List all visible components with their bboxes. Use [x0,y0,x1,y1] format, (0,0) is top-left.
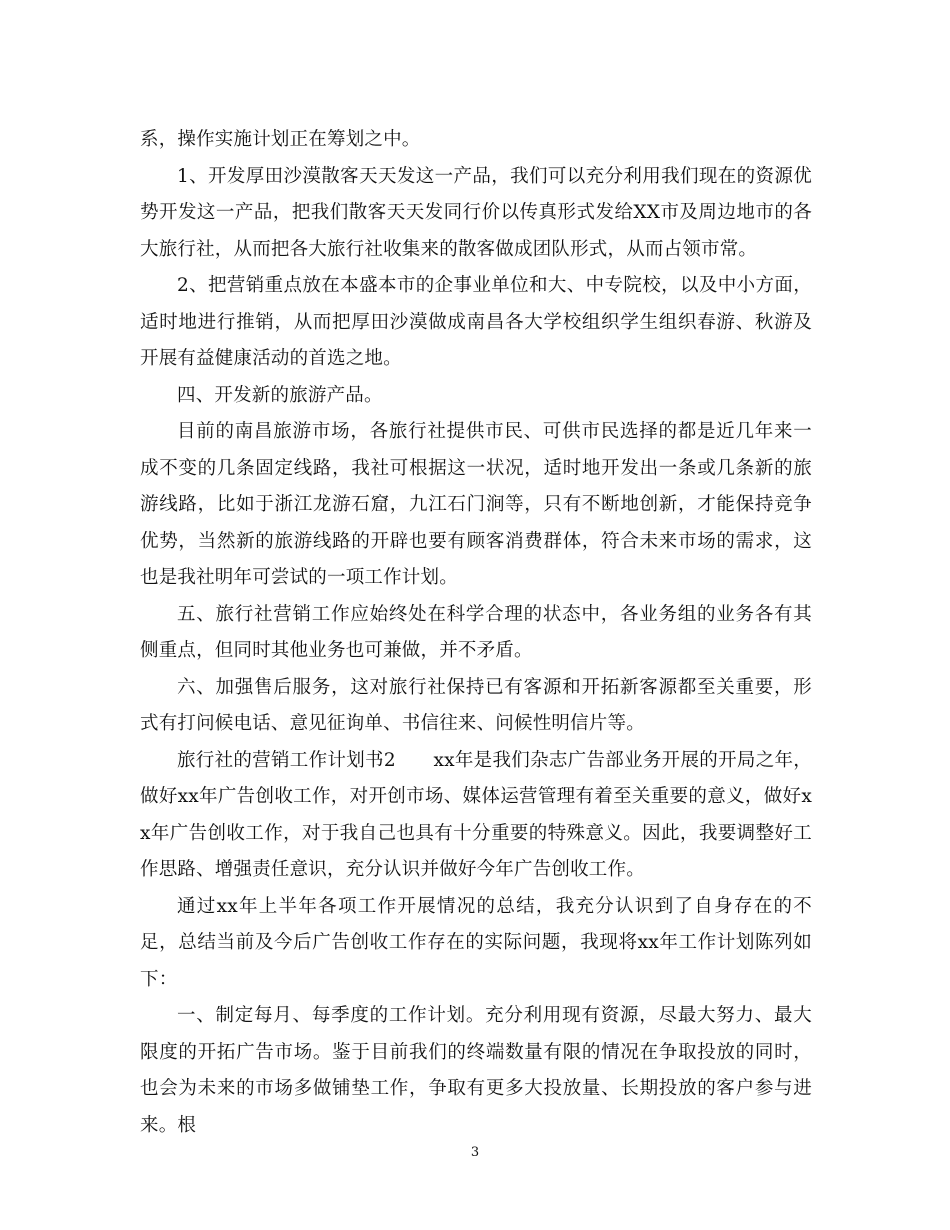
document-body [140,122,812,1144]
paragraph-new-routes: 目前的南昌旅游市场，各旅行社提供市民、可供市民选择的都是近几年来一成不变的几条固定线路，我社可根据这一状况，适时地开发出一条或几条新的旅游线路，比如于浙江龙游石窟，九江石门涧等，只有不断地创新，才能保持竞争优势，当然新的旅游线路的开辟也要有顾客消费群体，符合未来市场的需求，这也是我社明年可尝试的一项工作计划。 [140,421,812,588]
plan-2-intro: 旅行社的营销工作计划书2 xx年是我们杂志广告部业务开展的开局之年，做好xx年广告创收工作，对开创市场、媒体运营管理有着至关重要的意义，做好xx年广告创收工作，对于我自己也具有十分重要的特殊意义。因此，我要调整好工作思路、增强责任意识，充分认识并做好今年广告创收工作。 [140,749,812,880]
section-1-plan: 一、制定每月、每季度的工作计划。充分利用现有资源，尽最大努力、最大限度的开拓广告市场。鉴于目前我们的终端数量有限的情况在争取投放的同时，也会为未来的市场多做铺垫工作，争取有更多大投放量、长期投放的客户参与进来。根 [140,1005,812,1136]
page-number: 3 [470,1145,480,1160]
paragraph-continuation: 系，操作实施计划正在筹划之中。 [140,129,421,150]
paragraph-item-1: 1、开发厚田沙漠散客天天发这一产品，我们可以充分利用我们现在的资源优势开发这一产品，把我们散客天天发同行价以传真形式发给XX市及周边地市的各大旅行社，从而把各大旅行社收集来的散客做成团队形式，从而占领市常。 [140,165,812,260]
section-5: 五、旅行社营销工作应始终处在科学合理的状态中，各业务组的业务各有其侧重点，但同时其他业务也可兼做，并不矛盾。 [140,603,812,661]
paragraph-summary: 通过xx年上半年各项工作开展情况的总结，我充分认识到了自身存在的不足，总结当前及今后广告创收工作存在的实际问题，我现将xx年工作计划陈列如下： [140,895,812,990]
section-heading-4: 四、开发新的旅游产品。 [177,384,383,406]
paragraph-item-2: 2、把营销重点放在本盛本市的企事业单位和大、中专院校，以及中小方面，适时地进行推销，从而把厚田沙漠做成南昌各大学校组织学生组织春游、秋游及开展有益健康活动的首选之地。 [140,275,812,369]
section-6: 六、加强售后服务，这对旅行社保持已有客源和开拓新客源都至关重要，形式有打问候电话、意见征询单、书信往来、问候性明信片等。 [140,676,812,734]
